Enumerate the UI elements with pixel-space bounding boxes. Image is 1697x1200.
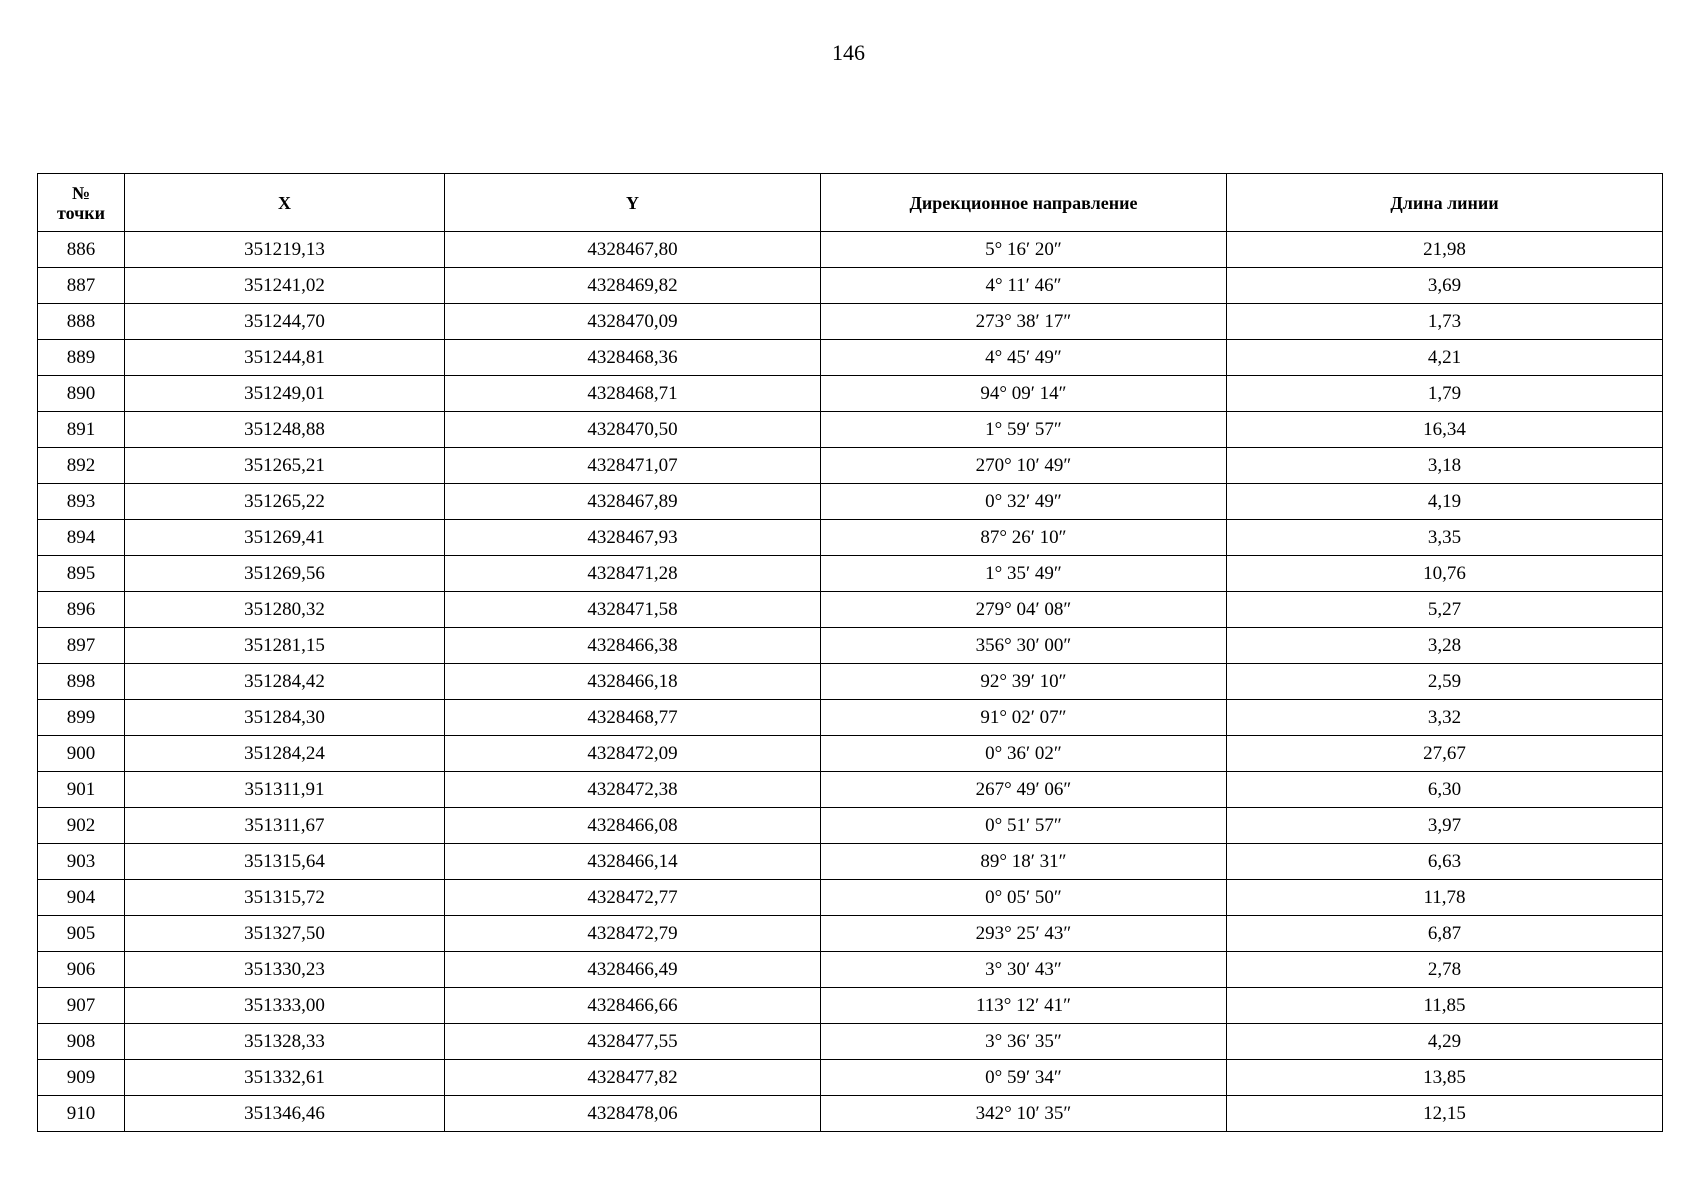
cell-x: 351281,15 xyxy=(125,628,445,664)
cell-x: 351333,00 xyxy=(125,988,445,1024)
cell-line-length: 4,21 xyxy=(1227,340,1663,376)
cell-point-number: 892 xyxy=(38,448,125,484)
cell-point-number: 886 xyxy=(38,232,125,268)
cell-bearing: 0° 36′ 02″ xyxy=(821,736,1227,772)
cell-line-length: 2,59 xyxy=(1227,664,1663,700)
cell-bearing: 5° 16′ 20″ xyxy=(821,232,1227,268)
cell-point-number: 903 xyxy=(38,844,125,880)
cell-point-number: 896 xyxy=(38,592,125,628)
cell-x: 351332,61 xyxy=(125,1060,445,1096)
coordinates-table xyxy=(37,173,1663,1132)
cell-line-length: 1,79 xyxy=(1227,376,1663,412)
table-row xyxy=(38,304,1663,340)
cell-y: 4328466,38 xyxy=(445,628,821,664)
cell-line-length: 21,98 xyxy=(1227,232,1663,268)
cell-point-number: 905 xyxy=(38,916,125,952)
table-row xyxy=(38,664,1663,700)
table-row xyxy=(38,772,1663,808)
cell-bearing: 267° 49′ 06″ xyxy=(821,772,1227,808)
cell-bearing: 92° 39′ 10″ xyxy=(821,664,1227,700)
table-row xyxy=(38,736,1663,772)
cell-point-number: 910 xyxy=(38,1096,125,1132)
cell-y: 4328466,66 xyxy=(445,988,821,1024)
cell-line-length: 11,78 xyxy=(1227,880,1663,916)
cell-y: 4328471,28 xyxy=(445,556,821,592)
cell-line-length: 11,85 xyxy=(1227,988,1663,1024)
table-row xyxy=(38,808,1663,844)
header-bearing: Дирекционное направление xyxy=(821,174,1227,232)
cell-bearing: 1° 59′ 57″ xyxy=(821,412,1227,448)
cell-bearing: 113° 12′ 41″ xyxy=(821,988,1227,1024)
cell-x: 351284,30 xyxy=(125,700,445,736)
table-row xyxy=(38,988,1663,1024)
table-row xyxy=(38,700,1663,736)
cell-bearing: 87° 26′ 10″ xyxy=(821,520,1227,556)
cell-x: 351265,22 xyxy=(125,484,445,520)
table-row xyxy=(38,484,1663,520)
cell-x: 351330,23 xyxy=(125,952,445,988)
table-row xyxy=(38,628,1663,664)
cell-y: 4328467,80 xyxy=(445,232,821,268)
cell-line-length: 5,27 xyxy=(1227,592,1663,628)
cell-line-length: 27,67 xyxy=(1227,736,1663,772)
cell-bearing: 0° 05′ 50″ xyxy=(821,880,1227,916)
cell-x: 351346,46 xyxy=(125,1096,445,1132)
header-line-length: Длина линии xyxy=(1227,174,1663,232)
cell-x: 351244,81 xyxy=(125,340,445,376)
cell-bearing: 0° 32′ 49″ xyxy=(821,484,1227,520)
cell-bearing: 0° 51′ 57″ xyxy=(821,808,1227,844)
cell-y: 4328472,79 xyxy=(445,916,821,952)
cell-y: 4328466,18 xyxy=(445,664,821,700)
table-header xyxy=(38,174,1663,232)
cell-point-number: 907 xyxy=(38,988,125,1024)
cell-bearing: 3° 30′ 43″ xyxy=(821,952,1227,988)
cell-x: 351328,33 xyxy=(125,1024,445,1060)
header-row xyxy=(38,174,1663,232)
table-row xyxy=(38,952,1663,988)
cell-y: 4328468,71 xyxy=(445,376,821,412)
table-row xyxy=(38,520,1663,556)
cell-x: 351269,41 xyxy=(125,520,445,556)
cell-y: 4328470,09 xyxy=(445,304,821,340)
cell-line-length: 1,73 xyxy=(1227,304,1663,340)
cell-line-length: 6,63 xyxy=(1227,844,1663,880)
cell-point-number: 891 xyxy=(38,412,125,448)
cell-point-number: 893 xyxy=(38,484,125,520)
cell-point-number: 898 xyxy=(38,664,125,700)
cell-y: 4328469,82 xyxy=(445,268,821,304)
cell-point-number: 909 xyxy=(38,1060,125,1096)
cell-point-number: 906 xyxy=(38,952,125,988)
cell-point-number: 897 xyxy=(38,628,125,664)
cell-bearing: 279° 04′ 08″ xyxy=(821,592,1227,628)
cell-point-number: 900 xyxy=(38,736,125,772)
cell-y: 4328478,06 xyxy=(445,1096,821,1132)
table-row xyxy=(38,412,1663,448)
table-row xyxy=(38,916,1663,952)
cell-line-length: 2,78 xyxy=(1227,952,1663,988)
cell-y: 4328466,49 xyxy=(445,952,821,988)
cell-point-number: 890 xyxy=(38,376,125,412)
cell-line-length: 4,29 xyxy=(1227,1024,1663,1060)
cell-point-number: 904 xyxy=(38,880,125,916)
table-row xyxy=(38,448,1663,484)
cell-bearing: 270° 10′ 49″ xyxy=(821,448,1227,484)
cell-x: 351269,56 xyxy=(125,556,445,592)
cell-point-number: 899 xyxy=(38,700,125,736)
cell-bearing: 356° 30′ 00″ xyxy=(821,628,1227,664)
cell-x: 351327,50 xyxy=(125,916,445,952)
cell-line-length: 3,32 xyxy=(1227,700,1663,736)
table-row xyxy=(38,844,1663,880)
cell-line-length: 16,34 xyxy=(1227,412,1663,448)
cell-bearing: 4° 45′ 49″ xyxy=(821,340,1227,376)
cell-point-number: 902 xyxy=(38,808,125,844)
cell-point-number: 894 xyxy=(38,520,125,556)
cell-x: 351284,42 xyxy=(125,664,445,700)
cell-line-length: 13,85 xyxy=(1227,1060,1663,1096)
cell-y: 4328466,08 xyxy=(445,808,821,844)
cell-line-length: 6,30 xyxy=(1227,772,1663,808)
header-point-number: № точки xyxy=(38,174,125,232)
cell-y: 4328471,07 xyxy=(445,448,821,484)
cell-x: 351311,67 xyxy=(125,808,445,844)
cell-bearing: 273° 38′ 17″ xyxy=(821,304,1227,340)
cell-y: 4328466,14 xyxy=(445,844,821,880)
cell-line-length: 3,69 xyxy=(1227,268,1663,304)
cell-bearing: 3° 36′ 35″ xyxy=(821,1024,1227,1060)
cell-bearing: 89° 18′ 31″ xyxy=(821,844,1227,880)
cell-line-length: 3,18 xyxy=(1227,448,1663,484)
table-row xyxy=(38,880,1663,916)
cell-point-number: 908 xyxy=(38,1024,125,1060)
cell-x: 351244,70 xyxy=(125,304,445,340)
table-row xyxy=(38,376,1663,412)
cell-bearing: 293° 25′ 43″ xyxy=(821,916,1227,952)
cell-bearing: 342° 10′ 35″ xyxy=(821,1096,1227,1132)
cell-y: 4328472,77 xyxy=(445,880,821,916)
cell-line-length: 4,19 xyxy=(1227,484,1663,520)
cell-bearing: 1° 35′ 49″ xyxy=(821,556,1227,592)
cell-y: 4328472,09 xyxy=(445,736,821,772)
cell-line-length: 12,15 xyxy=(1227,1096,1663,1132)
cell-y: 4328472,38 xyxy=(445,772,821,808)
table-row xyxy=(38,556,1663,592)
cell-y: 4328471,58 xyxy=(445,592,821,628)
cell-x: 351311,91 xyxy=(125,772,445,808)
table-row xyxy=(38,1024,1663,1060)
cell-point-number: 888 xyxy=(38,304,125,340)
cell-x: 351315,72 xyxy=(125,880,445,916)
cell-x: 351241,02 xyxy=(125,268,445,304)
cell-x: 351315,64 xyxy=(125,844,445,880)
cell-bearing: 4° 11′ 46″ xyxy=(821,268,1227,304)
header-y: Y xyxy=(445,174,821,232)
table-row xyxy=(38,340,1663,376)
cell-bearing: 0° 59′ 34″ xyxy=(821,1060,1227,1096)
cell-bearing: 91° 02′ 07″ xyxy=(821,700,1227,736)
cell-y: 4328467,93 xyxy=(445,520,821,556)
cell-y: 4328468,77 xyxy=(445,700,821,736)
cell-y: 4328477,82 xyxy=(445,1060,821,1096)
cell-x: 351284,24 xyxy=(125,736,445,772)
cell-line-length: 3,97 xyxy=(1227,808,1663,844)
cell-y: 4328468,36 xyxy=(445,340,821,376)
cell-line-length: 6,87 xyxy=(1227,916,1663,952)
table-row xyxy=(38,592,1663,628)
table-row xyxy=(38,1096,1663,1132)
cell-line-length: 3,35 xyxy=(1227,520,1663,556)
cell-line-length: 10,76 xyxy=(1227,556,1663,592)
table-body xyxy=(38,232,1663,1132)
header-x: X xyxy=(125,174,445,232)
cell-bearing: 94° 09′ 14″ xyxy=(821,376,1227,412)
cell-y: 4328477,55 xyxy=(445,1024,821,1060)
cell-line-length: 3,28 xyxy=(1227,628,1663,664)
cell-x: 351280,32 xyxy=(125,592,445,628)
cell-y: 4328470,50 xyxy=(445,412,821,448)
cell-x: 351248,88 xyxy=(125,412,445,448)
cell-x: 351219,13 xyxy=(125,232,445,268)
table-row xyxy=(38,268,1663,304)
cell-point-number: 895 xyxy=(38,556,125,592)
table-row xyxy=(38,1060,1663,1096)
cell-point-number: 901 xyxy=(38,772,125,808)
cell-x: 351265,21 xyxy=(125,448,445,484)
page-number: 146 xyxy=(832,40,865,65)
table-row xyxy=(38,232,1663,268)
cell-x: 351249,01 xyxy=(125,376,445,412)
cell-point-number: 889 xyxy=(38,340,125,376)
cell-y: 4328467,89 xyxy=(445,484,821,520)
cell-point-number: 887 xyxy=(38,268,125,304)
